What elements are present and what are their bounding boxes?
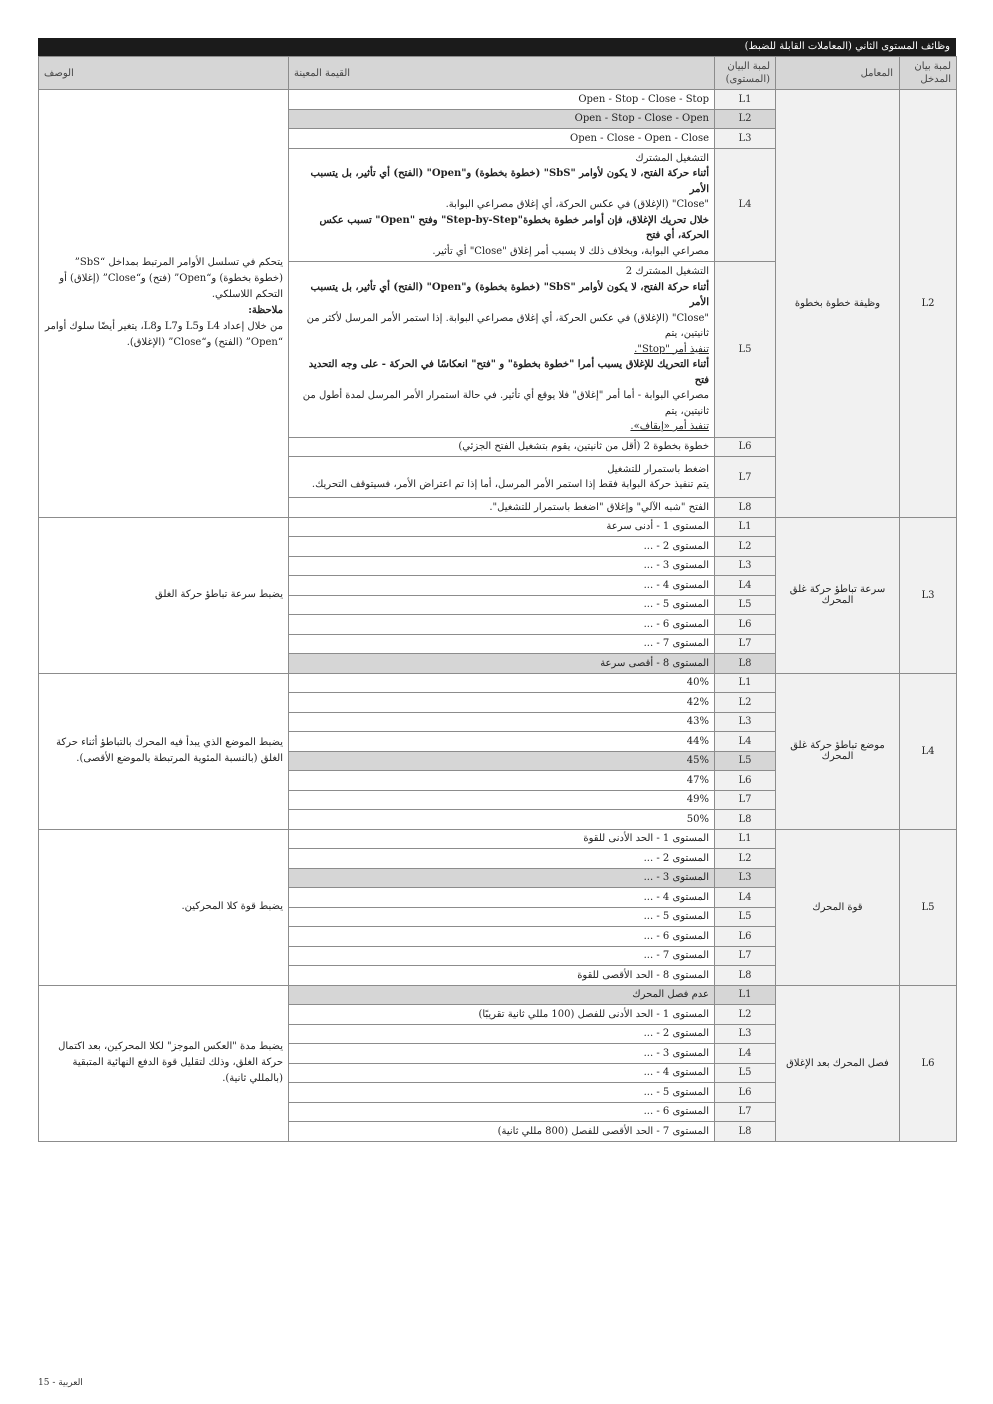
header-row [39,57,957,90]
value-cell [289,615,715,635]
value-cell [289,576,715,596]
value-line: التشغيل المشترك 2 [625,266,709,277]
level-led-cell: L1 [715,829,776,849]
value-cell [289,262,715,438]
level-led-cell: L5 [715,1063,776,1083]
level-led-cell: L3 [715,556,776,576]
level-led-cell: L2 [715,693,776,713]
value-line: المستوى 5 - ... [643,1086,709,1098]
value-line: أثناء التحريك للإغلاق يسبب أمرا "خطوة بخطوة" و "فتح" انعكاسًا في الحركة - على وجه التحديد فتح [308,359,709,386]
input-led-cell: L4 [900,673,957,829]
parameter-cell: سرعة تباطؤ حركة غلق المحرك [776,517,900,673]
table-title: وظائف المستوى الثاني (المعاملات القابلة للضبط) [38,38,956,56]
level-led-cell: L1 [715,517,776,537]
value-line: مصراعي البوابة - أما أمر "إغلاق" فلا يوقع أي تأثير. في حالة استمرار الأمر المرسل لمدة أطول من ثانيتين، يتم [302,390,709,417]
value-line: المستوى 7 - ... [643,638,709,650]
header-value: القيمة المعينة [289,57,715,90]
input-led-cell: L3 [900,517,957,673]
level-led-cell: L1 [715,985,776,1005]
value-line: اضغط باستمرار للتشغيل [607,463,709,475]
description-text: يتحكم في تسلسل الأوامر المرتبط بمداخل “SbS” (خطوة بخطوة) و“Open” (فتح) و“Close” (إغلاق) أو التحكم اللاسلكي. [59,257,283,301]
value-line: خطوة بخطوة 2 (أقل من ثانيتين، يقوم بتشغيل الفتح الجزئي) [458,441,709,453]
value-cell [289,829,715,849]
value-cell [289,1083,715,1103]
level-led-cell: L2 [715,537,776,557]
value-line: المستوى 4 - ... [643,579,709,591]
value-cell [289,868,715,888]
value-cell [289,927,715,947]
value-line: 42% [686,696,709,708]
value-cell [289,751,715,771]
value-cell [289,712,715,732]
value-cell [289,437,715,457]
level-led-cell: L3 [715,129,776,149]
description-text: يضبط سرعة تباطؤ حركة الغلق [155,589,283,600]
value-cell [289,810,715,830]
parameter-cell: موضع تباطؤ حركة غلق المحرك [776,673,900,829]
level-led-cell: L6 [715,615,776,635]
value-cell [289,966,715,986]
description-text: يضبط قوة كلا المحركين. [181,901,283,912]
description-cell [39,517,289,673]
value-line: أثناء حركة الفتح، لا يكون لأوامر "SbS" (خطوة بخطوة) و"Open" (الفتح) أي تأثير، بل يتسبب الأمر [310,281,709,308]
table-row [39,517,957,537]
value-line: 47% [686,774,709,786]
input-led-cell: L6 [900,985,957,1141]
value-line: المستوى 2 - ... [643,1028,709,1040]
value-cell [289,517,715,537]
value-cell [289,985,715,1005]
value-cell [289,1102,715,1122]
value-line: "Close" (الإغلاق) في عكس الحركة، أي إغلاق مصراعي البوابة. إذا استمر الأمر المرسل لأكثر من ثانيتين، يتم [306,312,709,339]
value-cell [289,771,715,791]
value-cell [289,1005,715,1025]
level-led-cell: L6 [715,1083,776,1103]
level-led-cell: L5 [715,595,776,615]
value-line: 50% [686,813,709,825]
value-line: عدم فصل المحرك [632,989,709,1001]
value-line: المستوى 2 - ... [643,540,709,552]
level-led-cell: L6 [715,927,776,947]
level-led-cell: L7 [715,946,776,966]
description-cell [39,829,289,985]
level-led-cell: L4 [715,732,776,752]
value-line: المستوى 7 - الحد الأقصى للفصل (800 مللي ثانية) [497,1125,709,1137]
value-cell [289,849,715,869]
value-cell [289,498,715,518]
table-row [39,829,957,849]
value-cell [289,1024,715,1044]
value-line: المستوى 8 - الحد الأقصى للقوة [577,969,709,981]
value-line: المستوى 6 - ... [643,1106,709,1118]
level-led-cell: L7 [715,457,776,498]
level-led-cell: L2 [715,849,776,869]
table-row [39,985,957,1005]
level-led-cell: L1 [715,90,776,110]
value-line: 49% [686,794,709,806]
table-row [39,90,957,110]
header-input-led: لمبة بيان المدخل [900,57,957,90]
value-cell [289,129,715,149]
value-line: المستوى 4 - ... [643,891,709,903]
value-cell [289,556,715,576]
value-cell [289,888,715,908]
description-cell [39,985,289,1141]
value-cell [289,148,715,262]
value-cell [289,1044,715,1064]
description-text: يضبط مدة "العكس الموجز" لكلا المحركين، بعد اكتمال حركة الغلق، وذلك لتقليل قوة الدفع النهائية المتبقية (بالمللي ثانية). [58,1041,283,1084]
table-row [39,673,957,693]
value-cell [289,732,715,752]
level-led-cell: L3 [715,712,776,732]
value-line: أثناء حركة الفتح، لا يكون لأوامر "SbS" (خطوة بخطوة) و"Open" (الفتح) أي تأثير، بل يتسبب الأمر [310,168,709,195]
value-line: يتم تنفيذ حركة البوابة فقط إذا استمر الأمر المرسل، أما إذا تم اعتراض الأمر، فسيتوقف التحريك. [311,479,709,490]
value-cell [289,634,715,654]
value-line: المستوى 4 - ... [643,1067,709,1079]
header-description: الوصف [39,57,289,90]
value-line: المستوى 5 - ... [643,911,709,923]
level-led-cell: L8 [715,654,776,674]
input-led-cell: L5 [900,829,957,985]
value-cell [289,946,715,966]
table-body [39,90,957,1142]
level-led-cell: L4 [715,148,776,262]
value-line: المستوى 8 - أقصى سرعة [600,657,709,669]
description-cell [39,90,289,518]
parameter-cell: قوة المحرك [776,829,900,985]
header-level-led: لمبة البيان (المستوى) [715,57,776,90]
value-cell [289,907,715,927]
level-led-cell: L6 [715,437,776,457]
value-line: 45% [686,755,709,767]
value-cell [289,654,715,674]
note-text: من خلال إعداد L4 وL5 وL7 وL8، يتغير أيضًا سلوك أوامر “Open” (الفتح) و“Close” (الإغلاق). [44,321,283,349]
level-led-cell: L2 [715,109,776,129]
value-line: المستوى 7 - ... [643,950,709,962]
level-led-cell: L5 [715,907,776,927]
description-cell [39,673,289,829]
level-led-cell: L6 [715,771,776,791]
level-led-cell: L8 [715,966,776,986]
value-line: المستوى 1 - أدنى سرعة [606,521,709,533]
level-led-cell: L8 [715,810,776,830]
value-line: الفتح "شبه الآلي" وإغلاق "اضغط باستمرار للتشغيل". [489,501,709,513]
value-cell [289,673,715,693]
value-cell [289,693,715,713]
level-led-cell: L3 [715,868,776,888]
value-line: المستوى 1 - الحد الأدنى للقوة [583,833,709,845]
parameters-table [38,56,957,1142]
value-line: مصراعي البوابة، وبخلاف ذلك لا يسبب أمر إغلاق "Close" أي تأثير. [432,245,709,257]
value-cell [289,1122,715,1142]
value-line: المستوى 6 - ... [643,618,709,630]
level-led-cell: L4 [715,576,776,596]
value-line: Open - Close - Open - Close [570,132,709,144]
value-cell [289,790,715,810]
value-line: 44% [686,735,709,747]
value-line: التشغيل المشترك [635,152,709,164]
value-line: المستوى 5 - ... [643,599,709,611]
value-line: خلال تحريك الإغلاق، فإن أوامر خطوة بخطوة"Step-by-Step" وفتح "Open" تسبب عكس الحركة، أي فتح [319,214,709,241]
value-line: 40% [686,677,709,689]
value-line: المستوى 3 - ... [643,560,709,572]
input-led-cell: L2 [900,90,957,518]
level-led-cell: L4 [715,1044,776,1064]
level-led-cell: L4 [715,888,776,908]
value-line: المستوى 2 - ... [643,852,709,864]
value-line: تنفيذ أمر «إيقاف». [630,421,709,432]
parameter-cell: فصل المحرك بعد الإغلاق [776,985,900,1141]
page-footer: العربية - 15 [38,1378,83,1388]
value-cell [289,457,715,498]
note-label: ملاحظة: [248,305,283,317]
level-led-cell: L5 [715,751,776,771]
header-parameter: المعامل [776,57,900,90]
value-line: المستوى 3 - ... [643,1047,709,1059]
value-cell [289,537,715,557]
level-led-cell: L5 [715,262,776,438]
level-led-cell: L7 [715,790,776,810]
value-cell [289,109,715,129]
value-cell [289,90,715,110]
value-line: تنفيذ أمر "Stop". [634,343,709,355]
value-cell [289,1063,715,1083]
level-led-cell: L3 [715,1024,776,1044]
value-line: 43% [686,716,709,728]
level-led-cell: L7 [715,1102,776,1122]
value-line: المستوى 3 - ... [643,872,709,884]
level-led-cell: L1 [715,673,776,693]
level-led-cell: L8 [715,498,776,518]
level2-functions-document [38,38,956,1142]
parameter-cell: وظيفة خطوة بخطوة [776,90,900,518]
value-line: المستوى 6 - ... [643,930,709,942]
description-text: يضبط الموضع الذي يبدأ فيه المحرك بالتباطؤ أثناء حركة الغلق (بالنسبة المئوية المرتبطة بالموضع الأقصى). [56,737,283,764]
value-line: Open - Stop - Close - Open [574,113,709,125]
level-led-cell: L7 [715,634,776,654]
value-line: "Close" (الإغلاق) في عكس الحركة، أي إغلاق مصراعي البوابة. [445,199,709,210]
value-cell [289,595,715,615]
value-line: Open - Stop - Close - Stop [578,93,709,105]
level-led-cell: L2 [715,1005,776,1025]
value-line: المستوى 1 - الحد الأدنى للفصل (100 مللي ثانية تقريبًا) [478,1008,709,1020]
level-led-cell: L8 [715,1122,776,1142]
